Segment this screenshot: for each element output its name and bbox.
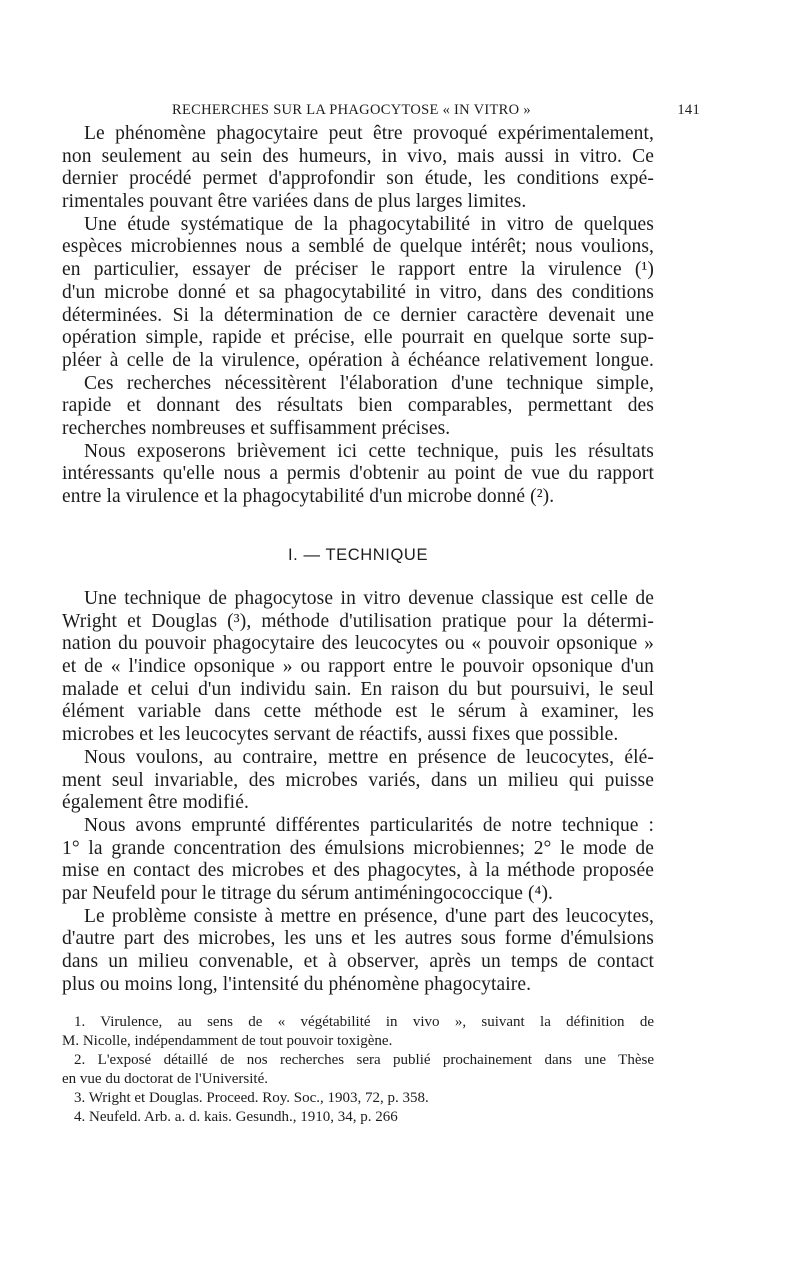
text-line: Nous voulons, au contraire, mettre en présence de leucocytes, élé- (84, 746, 654, 768)
text-line: rapide et donnant des résultats bien comparables, permettant des (62, 395, 654, 417)
text-line: mise en contact des microbes et des phagocytes, à la méthode proposée (62, 860, 654, 882)
text-line: microbes et les leucocytes servant de réactifs, aussi fixes que possible. (62, 724, 619, 746)
text-line: Le problème consiste à mettre en présence, d'une part des leucocytes, (84, 905, 654, 927)
text-line: espèces microbiennes nous a semblé de quelque intérêt; nous voulions, (62, 236, 654, 258)
text-line: dans un milieu convenable, et à observer, après un temps de contact (62, 951, 654, 972)
page-number: 141 (677, 102, 700, 118)
text-line: recherches nombreuses et suffisamment précises. (62, 417, 451, 439)
text-line: dernier procédé permet d'approfondir son étude, les conditions expé- (62, 168, 654, 190)
text-line: d'un microbe donné et sa phagocytabilité in vitro, dans des conditions (62, 281, 654, 303)
technique-paragraphs (62, 588, 654, 996)
text-line: 1° la grande concentration des émulsions microbiennes; 2° le mode de (62, 837, 654, 859)
footnote-line: 3. Wright et Douglas. Proceed. Roy. Soc., 1903, 72, p. 358. (74, 1090, 429, 1106)
text-line: Le phénomène phagocytaire peut être provoqué expérimentalement, (84, 123, 654, 144)
footnote-line: M. Nicolle, indépendamment de tout pouvoir toxigène. (62, 1033, 393, 1049)
text-line: Wright et Douglas (³), méthode d'utilisation pratique pour la détermi- (62, 610, 654, 632)
text-line: Nous exposerons brièvement ici cette technique, puis les résultats (84, 440, 654, 462)
section-heading: I. — TECHNIQUE (287, 546, 429, 564)
footnote-line: en vue du doctorat de l'Université. (62, 1071, 268, 1087)
running-header (150, 102, 700, 122)
intro-paragraphs (62, 123, 654, 509)
footnotes (62, 1013, 654, 1127)
text-line: également être modifié. (62, 792, 249, 814)
text-line: opération simple, rapide et précise, elle pourrait en quelque sorte sup- (62, 327, 654, 349)
footnote-line: 1. Virulence, au sens de « végétabilité in vivo », suivant la définition de (74, 1014, 654, 1030)
text-line: ment seul invariable, des microbes variés, dans un milieu qui puisse (62, 769, 654, 791)
text-line: par Neufeld pour le titrage du sérum antiméningococcique (⁴). (62, 882, 554, 904)
text-line: non seulement au sein des humeurs, in vivo, mais aussi in vitro. Ce (62, 145, 654, 167)
text-line: Une étude systématique de la phagocytabilité in vitro de quelques (84, 213, 654, 235)
text-line: Une technique de phagocytose in vitro devenue classique est celle de (84, 588, 654, 609)
text-line: intéressants qu'elle nous a permis d'obtenir au point de vue du rapport (62, 463, 654, 485)
text-line: Nous avons emprunté différentes particularités de notre technique : (84, 814, 654, 836)
text-line: plus ou moins long, l'intensité du phénomène phagocytaire. (62, 973, 532, 995)
text-line: entre la virulence et la phagocytabilité d'un microbe donné (²). (62, 486, 555, 507)
text-line: Ces recherches nécessitèrent l'élaboration d'une technique simple, (84, 372, 654, 394)
text-line: rimentales pouvant être variées dans de plus larges limites. (62, 191, 527, 213)
footnote-line: 2. L'exposé détaillé de nos recherches sera publié prochainement dans une Thèse (74, 1052, 654, 1068)
text-line: nation du pouvoir phagocytaire des leucocytes ou « pouvoir opsonique » (62, 633, 654, 655)
text-line: en particulier, essayer de préciser le rapport entre la virulence (¹) (62, 259, 654, 281)
text-line: et de « l'indice opsonique » ou rapport entre le pouvoir opsonique d'un (62, 656, 654, 678)
text-line: malade et celui d'un individu sain. En raison du but poursuivi, le seul (62, 678, 654, 700)
text-line: déterminées. Si la détermination de ce dernier caractère devenait une (62, 304, 654, 326)
running-title: RECHERCHES SUR LA PHAGOCYTOSE « IN VITRO » (172, 102, 531, 118)
footnote-line: 4. Neufeld. Arb. a. d. kais. Gesundh., 1910, 34, p. 266 (74, 1109, 398, 1125)
text-line: pléer à celle de la virulence, opération à échéance relativement longue. (62, 349, 654, 371)
text-line: d'autre part des microbes, les uns et les autres sous forme d'émulsions (62, 928, 654, 950)
text-line: élément variable dans cette méthode est le sérum à examiner, les (62, 701, 654, 723)
